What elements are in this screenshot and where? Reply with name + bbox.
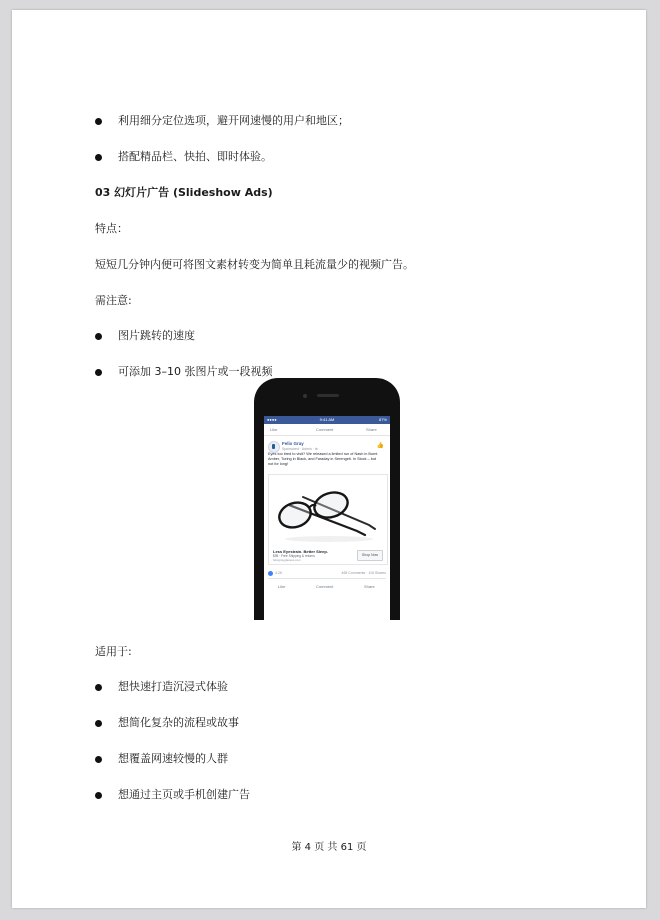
bullet-dot	[95, 684, 102, 691]
bullet-dot	[95, 154, 102, 161]
status-bar	[264, 416, 390, 424]
sponsored-label: Sponsored · Admin · ⊕	[282, 447, 318, 451]
link-url: felixgrayglasses.com	[273, 558, 301, 562]
bullet-dot	[95, 118, 102, 125]
thumbs-up-icon: 👍	[376, 443, 384, 449]
applies-label: 适用于:	[95, 645, 132, 658]
speaker-grille	[317, 394, 339, 397]
bullet-dot	[95, 369, 102, 376]
share-action: Share	[364, 584, 375, 589]
battery-level: 87%	[378, 417, 387, 422]
engagement-stats: 465 Comments · 116 Shares	[341, 571, 386, 575]
camera-icon	[303, 394, 307, 398]
like-action: Like	[278, 584, 286, 589]
status-time: 9:41 AM	[319, 417, 335, 422]
page-name: Felix Gray	[282, 441, 304, 446]
bullet-text: 利用细分定位选项，避开网速慢的用户和地区；	[118, 114, 349, 127]
like-reaction-icon	[268, 571, 273, 576]
glasses-icon	[269, 475, 387, 547]
shop-now-button: Shop Now	[357, 550, 383, 561]
phone-screen	[264, 416, 390, 620]
signal-indicator: ●●●●	[267, 417, 277, 422]
comment-action: Comment	[316, 584, 334, 589]
bottom-action-row	[268, 581, 386, 593]
bullet-text: 想通过主页或手机创建广告	[118, 788, 250, 801]
bullet-dot	[95, 720, 102, 727]
bullet-text: 想快速打造沉浸式体验	[118, 680, 228, 693]
glasses-product-image	[268, 474, 388, 548]
page-footer: 第 4 页 共 61 页	[291, 842, 367, 853]
link-preview	[268, 546, 388, 565]
features-label: 特点：	[95, 222, 128, 235]
bullet-dot	[95, 792, 102, 799]
bullet-dot	[95, 756, 102, 763]
bullet-text: 搭配精品栏、快拍、即时体验。	[118, 150, 272, 163]
document-page	[12, 10, 646, 908]
bullet-text: 可添加 3–10 张图片或一段视频	[118, 365, 273, 378]
bullet-text: 想简化复杂的流程或故事	[118, 716, 239, 729]
phone-mockup	[254, 378, 400, 620]
bullet-text: 想覆盖网速较慢的人群	[118, 752, 228, 765]
link-title: Less Eyestrain. Better Sleep.	[273, 549, 328, 554]
reaction-summary	[268, 569, 386, 579]
comment-action: Comment	[316, 427, 334, 432]
share-action: Share	[366, 427, 377, 432]
like-action: Like	[270, 427, 278, 432]
bullet-dot	[95, 333, 102, 340]
top-action-row	[264, 424, 390, 436]
section-heading: 03 幻灯片广告 (Slideshow Ads)	[95, 186, 273, 199]
notes-label: 需注意:	[95, 294, 132, 307]
bullet-text: 图片跳转的速度	[118, 329, 195, 342]
link-subtitle: $95 · Free Shipping & returns	[273, 554, 315, 558]
post-text: Eyes too tired to visit? We released a limited run of Nash in Burnt Amber, Turing in Black, and Faraday in Serengeti. In Stock – but not for long!	[268, 452, 378, 467]
reaction-count: 4.2K	[275, 571, 283, 575]
features-text: 短短几分钟内便可将图文素材转变为简单且耗流量少的视频广告。	[95, 258, 414, 271]
